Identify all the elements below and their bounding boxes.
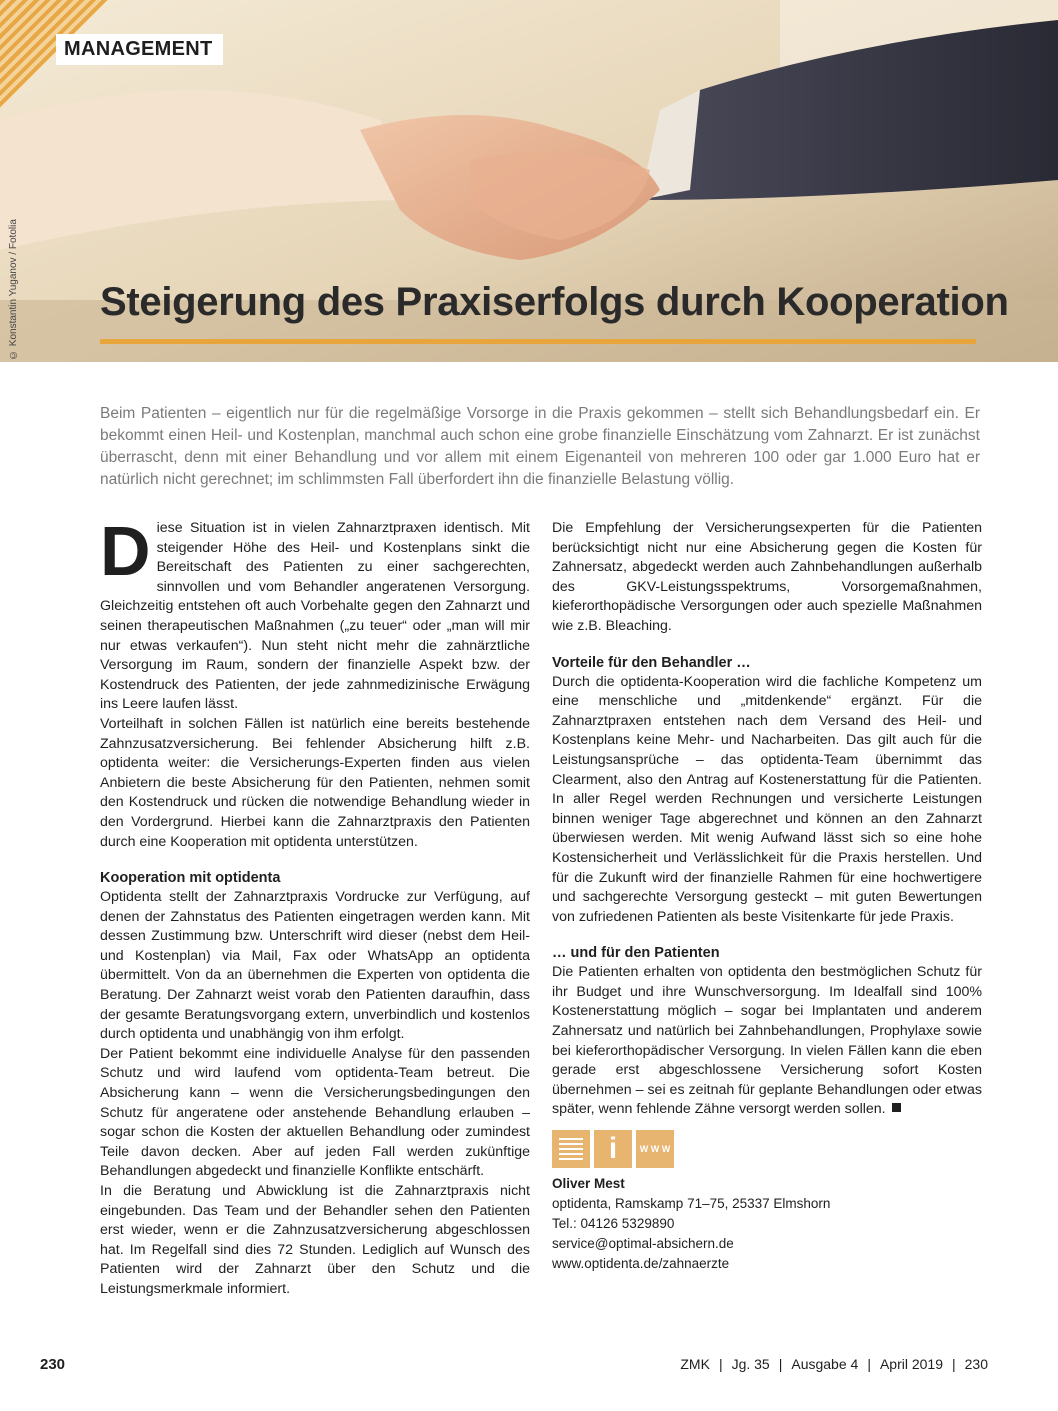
paragraph: Die Empfehlung der Versicherungsexperten für die Patienten berücksichtigt nicht nur eine Absicherung gegen die Kosten für Zahnersatz, abgedeckt werden auch Zahnbehandlungen außerhalb des GKV-Leistungsspektrums, Vorsorgemaßnahmen, kieferorthopädische Versorgungen oder auch spezielle Maßnahmen wie z.B. Bleaching. bbox=[552, 520, 982, 634]
www-icon: W W W bbox=[636, 1130, 674, 1168]
right-column bbox=[552, 519, 982, 1274]
page-number-left: 230 bbox=[40, 1356, 66, 1373]
section-label: MANAGEMENT bbox=[56, 34, 223, 65]
contact-name: Oliver Mest bbox=[552, 1176, 625, 1192]
subheading: … und für den Patienten bbox=[552, 945, 720, 962]
paragraph bbox=[100, 512, 530, 715]
paragraph-text: Die Patienten erhalten von optidenta den bestmöglichen Schutz für ihr Budget und ihre Wunschversorgung. Im Idealfall sind 100% Kostenerstattung möglich – sogar bei Implantaten und anderem Zahnersatz und natürlich bei Zahnbehandlungen, Prophylaxe sowie bei kieferorthopädischer Versorgung. In vielen Fällen kann die eben gerade erst abgeschlossene Versicherung sofort Kosten übernehmen – sei es zeitnah für geplante Behandlungen oder etwas später, wenn fehlende Zähne versorgt werden sollen. bbox=[552, 964, 982, 1118]
subheading: Vorteile für den Behandler … bbox=[552, 654, 751, 671]
info-icons bbox=[552, 1130, 982, 1168]
title-underline bbox=[100, 339, 976, 344]
contact-block bbox=[552, 1174, 982, 1274]
contact-website[interactable]: www.optidenta.de/zahnaerzte bbox=[552, 1256, 730, 1272]
end-mark-icon bbox=[892, 1103, 901, 1112]
date: April 2019 bbox=[879, 1356, 943, 1372]
lead-paragraph: Beim Patienten – eigentlich nur für die regelmäßige Vorsorge in die Praxis gekommen – stellt sich Behandlungsbedarf ein. Er bekommt einen Heil- und Kostenplan, manchmal auch schon eine grobe finanzielle Einschätzung vom Zahnarzt. Er ist zunächst überrascht, denn mit einer Behandlung und vor allem mit einem Eigenanteil von mehreren 100 oder gar 1.000 Euro hat er natürlich nicht gerechnet; im schlimmsten Fall überfordert ihn die finanzielle Belastung völlig. bbox=[100, 405, 980, 488]
paragraph: Der Patient bekommt eine individuelle Analyse für den passenden Schutz und wird laufend vom optidenta-Team betreut. Die Absicherung kann – wenn die Versicherungsbedingungen den Schutz für angeratene oder anstehende Behandlung erlauben – sogar schon die Kosten der aktuellen Behandlung oder zumindest Teile davon decken. Aber auf jeden Fall werden zukünftige Behandlungen abgedeckt und finanzielle Konflikte entschärft. bbox=[100, 1045, 530, 1180]
footer-info: ZMK | Jg. 35 | Ausgabe 4 | April 2019 | 230 bbox=[680, 1356, 988, 1372]
paragraph: In die Beratung und Abwicklung ist die Zahnarztpraxis nicht eingebunden. Das Team und der Behandler sehen den Patienten erst wieder, wenn er die Zahnzusatzversicherung abgeschlossen hat. Im Regelfall sind dies 72 Stunden. Lediglich auf Wunsch des Patienten wird der Zahnarzt über den Schutz und die Leistungsmerkmale informiert. bbox=[100, 1183, 530, 1297]
paragraph-text: iese Situation ist in vielen Zahnarztpraxen identisch. Mit steigender Höhe des Heil- und Kostenplans sinkt die Bereitschaft des Patienten zu einer sachgerechten, sinnvollen und vom Behandler angeratenen Versorgung. Gleichzeitig entstehen oft auch Vorbehalte gegen den Zahnarzt und seinen therapeutischen Maßnahmen („zu teuer“ oder „man will mir nur etwas verkaufen“). Nun steht nicht mehr die zahnärztliche Versorgung im Raum, sondern der finanzielle Aspekt bzw. der Kostendruck des Patienten, der jede zahnmedizinische Erwägung ins Leere laufen lässt. bbox=[100, 520, 530, 713]
paragraph: Optidenta stellt der Zahnarztpraxis Vordrucke zur Verfügung, auf denen der Zahnstatus des Patienten eingetragen werden kann. Mit dessen Zustimmung bzw. Unterschrift wird dieser (nebst dem Heil- und Kostenplan) via Mail, Fax oder WhatsApp an optidenta übermittelt. Von da an übernehmen die Experten von optidenta die Beratung. Der Zahnarzt weist vorab den Patienten daraufhin, dass der gesamte Beratungsvorgang extern, unverbindlich und kostenlos durch optidenta und unabhängig von ihm erfolgt. bbox=[100, 889, 530, 1043]
paragraph: Durch die optidenta-Kooperation wird die fachliche Kompetenz um eine menschliche und „mitdenkende“ ergänzt. Für die Zahnarztpraxen entstehen nach dem Versand des Heil- und Kostenplans keine Mehr- und Nacharbeiten. Das gilt auch für die Leistungsansprüche – das optidenta-Team übernimmt das Clearment, also den Antrag auf Kostenerstattung für die Patienten. In aller Regel werden Rechnungen und versicherte Leistungen binnen weniger Tage abgerechnet und können an den Zahnarzt überwiesen werden. Mit wenig Aufwand lässt sich so eine hohe Kostensicherheit und Verlässlichkeit für die Praxis herstellen. Und für die Zukunft wird der finanzielle Rahmen für eine hochwertigere und sachgerechte Versorgung gesteckt – mit guten Bewertungen von zufriedenen Patienten als beste Visitenkarte für jede Praxis. bbox=[552, 673, 982, 925]
hero-photo bbox=[0, 0, 1058, 362]
dropcap: D bbox=[100, 512, 151, 590]
subheading: Kooperation mit optidenta bbox=[100, 870, 281, 887]
info-icon: i bbox=[594, 1130, 632, 1168]
paragraph bbox=[552, 963, 982, 1120]
contact-phone: Tel.: 04126 5329890 bbox=[552, 1216, 675, 1232]
contact-email[interactable]: service@optimal-absichern.de bbox=[552, 1236, 734, 1252]
contact-address: optidenta, Ramskamp 71–75, 25337 Elmshorn bbox=[552, 1196, 831, 1212]
page-number-right: 230 bbox=[964, 1356, 988, 1372]
paragraph: Vorteilhaft in solchen Fällen ist natürlich eine bereits bestehende Zahnzusatzversicherung. Bei fehlender Absicherung hilft z.B. optidenta weiter: die Versicherungs-Experten finden aus vielen Anbietern die beste Absicherung für den Patienten, nehmen somit den Kostendruck und rücken die notwendige Behandlung wieder in den Vordergrund. Hierbei kann die Zahnarztpraxis den Patienten durch eine Kooperation mit optidenta unterstützen. bbox=[100, 715, 530, 850]
page-title: Steigerung des Praxiserfolgs durch Kooperation bbox=[100, 280, 1009, 324]
issue: Ausgabe 4 bbox=[791, 1356, 859, 1372]
volume: Jg. 35 bbox=[731, 1356, 770, 1372]
list-icon bbox=[552, 1130, 590, 1168]
left-column bbox=[100, 512, 530, 1300]
journal-name: ZMK bbox=[680, 1356, 710, 1372]
photo-credit: © Konstantin Yuganov / Fotolia bbox=[8, 219, 19, 360]
